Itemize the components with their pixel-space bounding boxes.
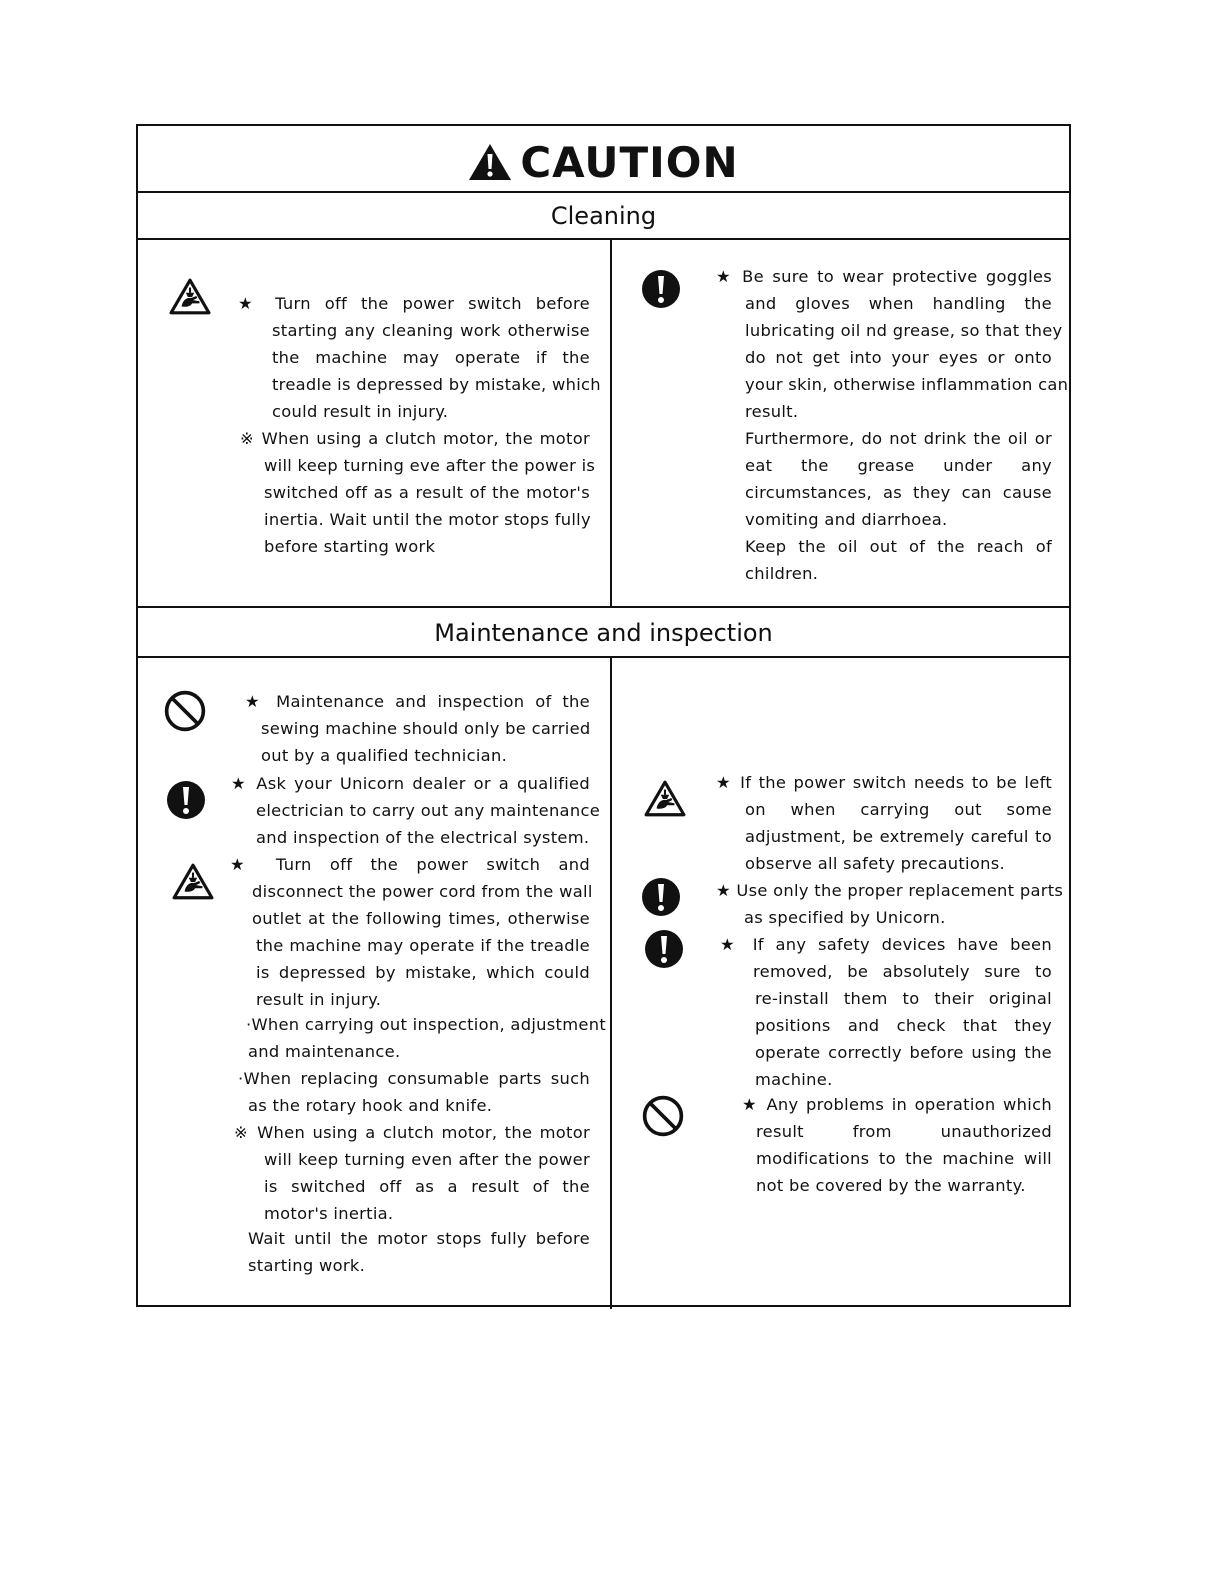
maintenance-right-block-2 <box>716 877 1064 931</box>
text-line: Furthermore, do not drink the oil or <box>745 429 1052 448</box>
text-line: Wait until the motor stops fully before <box>248 1229 590 1248</box>
cleaning-left-block-1 <box>238 290 601 425</box>
text-line: ★ If the power switch needs to be left <box>716 773 1052 792</box>
text-line: eat the grease under any <box>745 456 1052 475</box>
maintenance-left-block-2 <box>231 770 601 851</box>
text-line: on when carrying out some <box>745 800 1052 819</box>
maintenance-left-block-6 <box>234 1119 590 1227</box>
text-line: treadle is depressed by mistake, which <box>272 375 601 394</box>
text-line: your skin, otherwise inflammation can <box>745 375 1069 394</box>
divider <box>138 238 1069 240</box>
text-line: result from unauthorized <box>756 1122 1052 1141</box>
hand-hazard-icon <box>644 779 686 819</box>
text-line: and gloves when handling the <box>745 294 1052 313</box>
prohibition-icon <box>642 1095 684 1137</box>
text-line: will keep turning even after the power <box>264 1150 590 1169</box>
cleaning-right-block-3 <box>745 533 1052 587</box>
text-line: before starting work <box>264 537 436 556</box>
maintenance-left-block-1 <box>245 688 590 769</box>
text-line: the machine may operate if the treadle <box>256 936 590 955</box>
text-line: result in injury. <box>256 990 382 1009</box>
divider <box>138 606 1069 608</box>
text-line: ·When replacing consumable parts such <box>238 1069 590 1088</box>
text-line: ★ Turn off the power switch and <box>230 855 590 874</box>
text-line: modifications to the machine will <box>756 1149 1052 1168</box>
maintenance-right-block-1 <box>716 769 1052 877</box>
text-line: not be covered by the warranty. <box>756 1176 1026 1195</box>
text-line: operate correctly before using the <box>755 1043 1052 1062</box>
text-line: electrician to carry out any maintenance <box>256 801 601 820</box>
caution-header <box>138 134 1069 190</box>
text-line: as the rotary hook and knife. <box>248 1096 493 1115</box>
text-line: starting any cleaning work otherwise <box>272 321 590 340</box>
hand-hazard-icon <box>168 277 212 317</box>
cleaning-left-block-2 <box>240 425 596 560</box>
text-line: machine. <box>755 1070 833 1089</box>
text-line: ★ Any problems in operation which <box>742 1095 1052 1114</box>
caution-table <box>136 124 1071 1307</box>
text-line: starting work. <box>248 1256 366 1275</box>
prohibition-icon <box>164 690 206 732</box>
maintenance-right-block-4 <box>742 1091 1052 1199</box>
text-line: is switched off as a result of the <box>264 1177 590 1196</box>
text-line: switched off as a result of the motor's <box>264 483 590 502</box>
text-line: ★ Be sure to wear protective goggles <box>716 267 1052 286</box>
text-line: sewing machine should only be carried <box>261 719 591 738</box>
text-line: adjustment, be extremely careful to <box>745 827 1052 846</box>
hand-hazard-icon <box>172 862 214 902</box>
divider <box>138 191 1069 193</box>
text-line: circumstances, as they can cause <box>745 483 1052 502</box>
maintenance-left-block-7 <box>248 1225 590 1279</box>
text-line: ※ When using a clutch motor, the motor <box>234 1123 590 1142</box>
text-line: motor's inertia. <box>264 1204 394 1223</box>
text-line: outlet at the following times, otherwise <box>252 909 590 928</box>
section-heading-maintenance: Maintenance and inspection <box>434 619 773 647</box>
text-line: Keep the oil out of the reach of <box>745 537 1052 556</box>
text-line: lubricating oil nd grease, so that they <box>745 321 1063 340</box>
text-line: could result in injury. <box>272 402 449 421</box>
maintenance-left-block-3 <box>230 851 593 1013</box>
exclamation-circle-icon <box>644 929 684 969</box>
maintenance-right-block-3 <box>720 931 1052 1093</box>
column-divider <box>610 238 612 606</box>
text-line: ★ Turn off the power switch before <box>238 294 590 313</box>
text-line: removed, be absolutely sure to <box>753 962 1052 981</box>
text-line: the machine may operate if the <box>272 348 590 367</box>
text-line: ★ Use only the proper replacement parts <box>716 881 1064 900</box>
text-line: will keep turning eve after the power is <box>264 456 596 475</box>
text-line: inertia. Wait until the motor stops fully <box>264 510 591 529</box>
divider <box>138 656 1069 658</box>
text-line: ★ If any safety devices have been <box>720 935 1052 954</box>
maintenance-left-block-4 <box>246 1011 607 1065</box>
cleaning-right-block-2 <box>745 425 1052 533</box>
text-line: ★ Maintenance and inspection of the <box>245 692 590 711</box>
text-line: children. <box>745 564 819 583</box>
text-line: ★ Ask your Unicorn dealer or a qualified <box>231 774 590 793</box>
text-line: vomiting and diarrhoea. <box>745 510 948 529</box>
text-line: as specified by Unicorn. <box>744 908 946 927</box>
section-heading-cleaning: Cleaning <box>550 202 657 230</box>
exclamation-circle-icon <box>166 780 206 820</box>
warning-triangle-icon <box>468 143 512 181</box>
text-line: re-install them to their original <box>755 989 1052 1008</box>
text-line: is depressed by mistake, which could <box>256 963 590 982</box>
text-line: positions and check that they <box>755 1016 1052 1035</box>
text-line: ※ When using a clutch motor, the motor <box>240 429 590 448</box>
text-line: and inspection of the electrical system. <box>256 828 590 847</box>
text-line: result. <box>745 402 799 421</box>
cleaning-right-block-1 <box>716 263 1069 425</box>
text-line: observe all safety precautions. <box>745 854 1005 873</box>
column-divider <box>610 656 612 1309</box>
maintenance-left-block-5 <box>238 1065 590 1119</box>
text-line: disconnect the power cord from the wall <box>252 882 593 901</box>
text-line: do not get into your eyes or onto <box>745 348 1052 367</box>
text-line: out by a qualified technician. <box>261 746 508 765</box>
exclamation-circle-icon <box>641 269 681 309</box>
text-line: and maintenance. <box>248 1042 401 1061</box>
text-line: ·When carrying out inspection, adjustment <box>246 1015 607 1034</box>
exclamation-circle-icon <box>641 877 681 917</box>
caution-title: CAUTION <box>520 137 739 187</box>
